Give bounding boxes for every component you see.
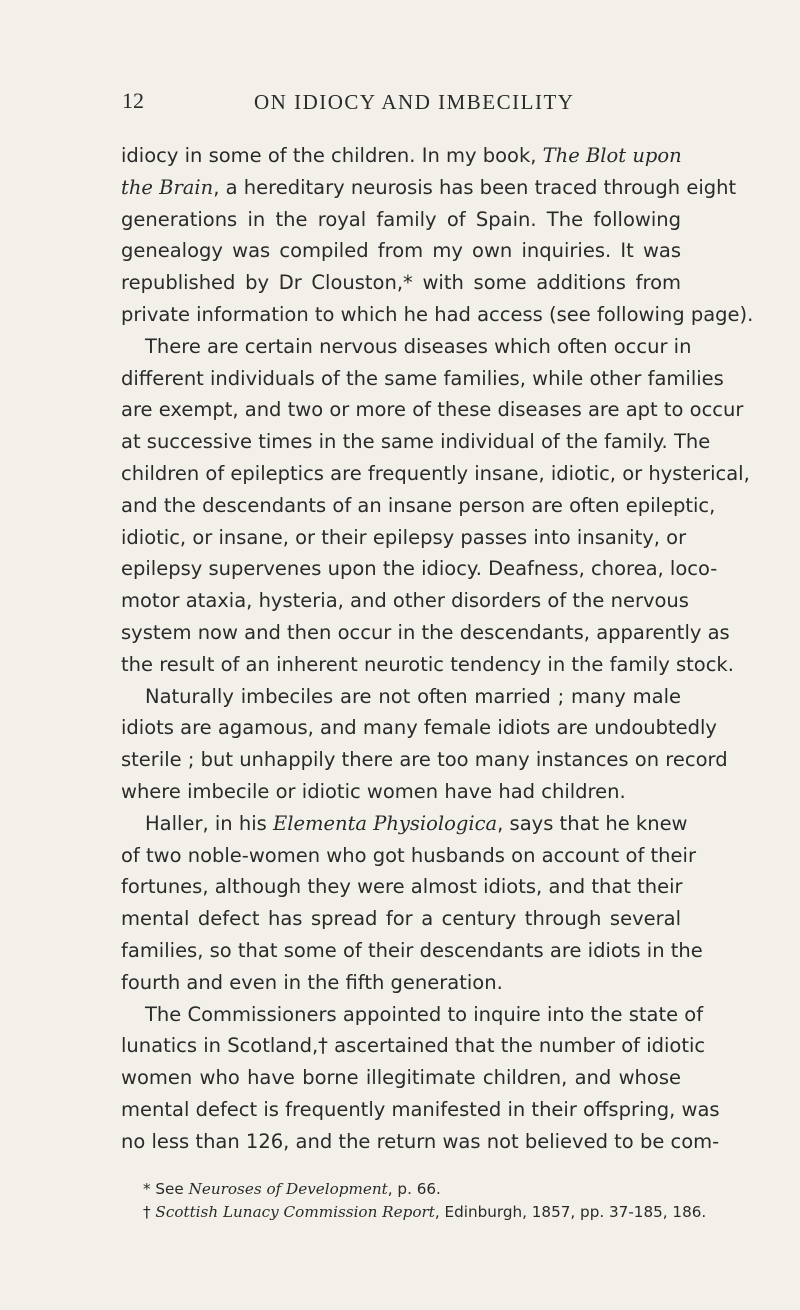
book-title: Elementa Physiologica — [272, 811, 498, 835]
text-line: are exempt, and two or more of these diseases are apt to occur — [121, 398, 744, 422]
text-line: lunatics in Scotland,† ascertained that the number of idiotic — [121, 1034, 706, 1058]
page-number: 12 — [122, 88, 144, 113]
text-line: private information to which he had access (see following page). — [121, 302, 754, 326]
body-text — [121, 140, 754, 1158]
text-line: and the descendants of an insane person are often epileptic, — [121, 493, 716, 517]
text-line: idiotic, or insane, or their epilepsy passes into insanity, or — [121, 525, 687, 549]
text-line: idiots are agamous, and many female idiots are undoubtedly — [121, 716, 717, 740]
text-line: children of epileptics are frequently insane, idiotic, or hysterical, — [121, 461, 750, 485]
text-line: fortunes, although they were almost idiots, and that their — [121, 875, 683, 899]
text-line: families, so that some of their descendants are idiots in the — [121, 938, 703, 962]
text-line: sterile ; but unhappily there are too many instances on record — [121, 748, 728, 772]
text-line: republished by Dr Clouston,* with some additions from — [121, 271, 681, 295]
text-line: generations in the royal family of Spain. The following — [121, 207, 681, 231]
text-line: mental defect is frequently manifested in their offspring, was — [121, 1097, 720, 1121]
text-line: the result of an inherent neurotic tendency in the family stock. — [121, 652, 734, 676]
text-line: Haller, in his Elementa Physiologica, says that he knew — [145, 811, 688, 835]
text-line: different individuals of the same families, while other families — [121, 366, 724, 390]
text-line: system now and then occur in the descendants, apparently as — [121, 620, 730, 644]
footnotes — [121, 1178, 707, 1224]
text-line: motor ataxia, hysteria, and other disorders of the nervous — [121, 589, 689, 613]
running-head — [122, 88, 682, 122]
book-title: the Brain — [121, 175, 214, 199]
text-line: where imbecile or idiotic women have had children. — [121, 779, 626, 803]
running-title: ON IDIOCY AND IMBECILITY — [254, 90, 575, 114]
text-line: idiocy in some of the children. In my book, The Blot upon — [121, 144, 682, 167]
text-line: Naturally imbeciles are not often married ; many male — [145, 684, 681, 708]
text-line: epilepsy supervenes upon the idiocy. Deafness, chorea, loco- — [121, 557, 718, 581]
text-line: women who have borne illegitimate children, and whose — [121, 1066, 681, 1090]
text-line: mental defect has spread for a century through several — [121, 907, 681, 931]
text-line: no less than 126, and the return was not believed to be com- — [121, 1129, 720, 1153]
text-line: The Commissioners appointed to inquire into the state of — [145, 1002, 704, 1026]
footnote: * See Neuroses of Development, p. 66. — [143, 1180, 441, 1198]
footnote: † Scottish Lunacy Commission Report, Edinburgh, 1857, pp. 37-185, 186. — [143, 1203, 707, 1221]
text-line: at successive times in the same individual of the family. The — [121, 430, 711, 454]
text-line: genealogy was compiled from my own inquiries. It was — [121, 239, 681, 263]
text-line: the Brain, a hereditary neurosis has been traced through eight — [121, 175, 737, 199]
text-line: fourth and even in the fifth generation. — [121, 970, 503, 994]
text-line: of two noble-women who got husbands on account of their — [121, 843, 696, 867]
book-title: The Blot upon — [542, 144, 682, 167]
text-line: There are certain nervous diseases which often occur in — [145, 334, 692, 358]
